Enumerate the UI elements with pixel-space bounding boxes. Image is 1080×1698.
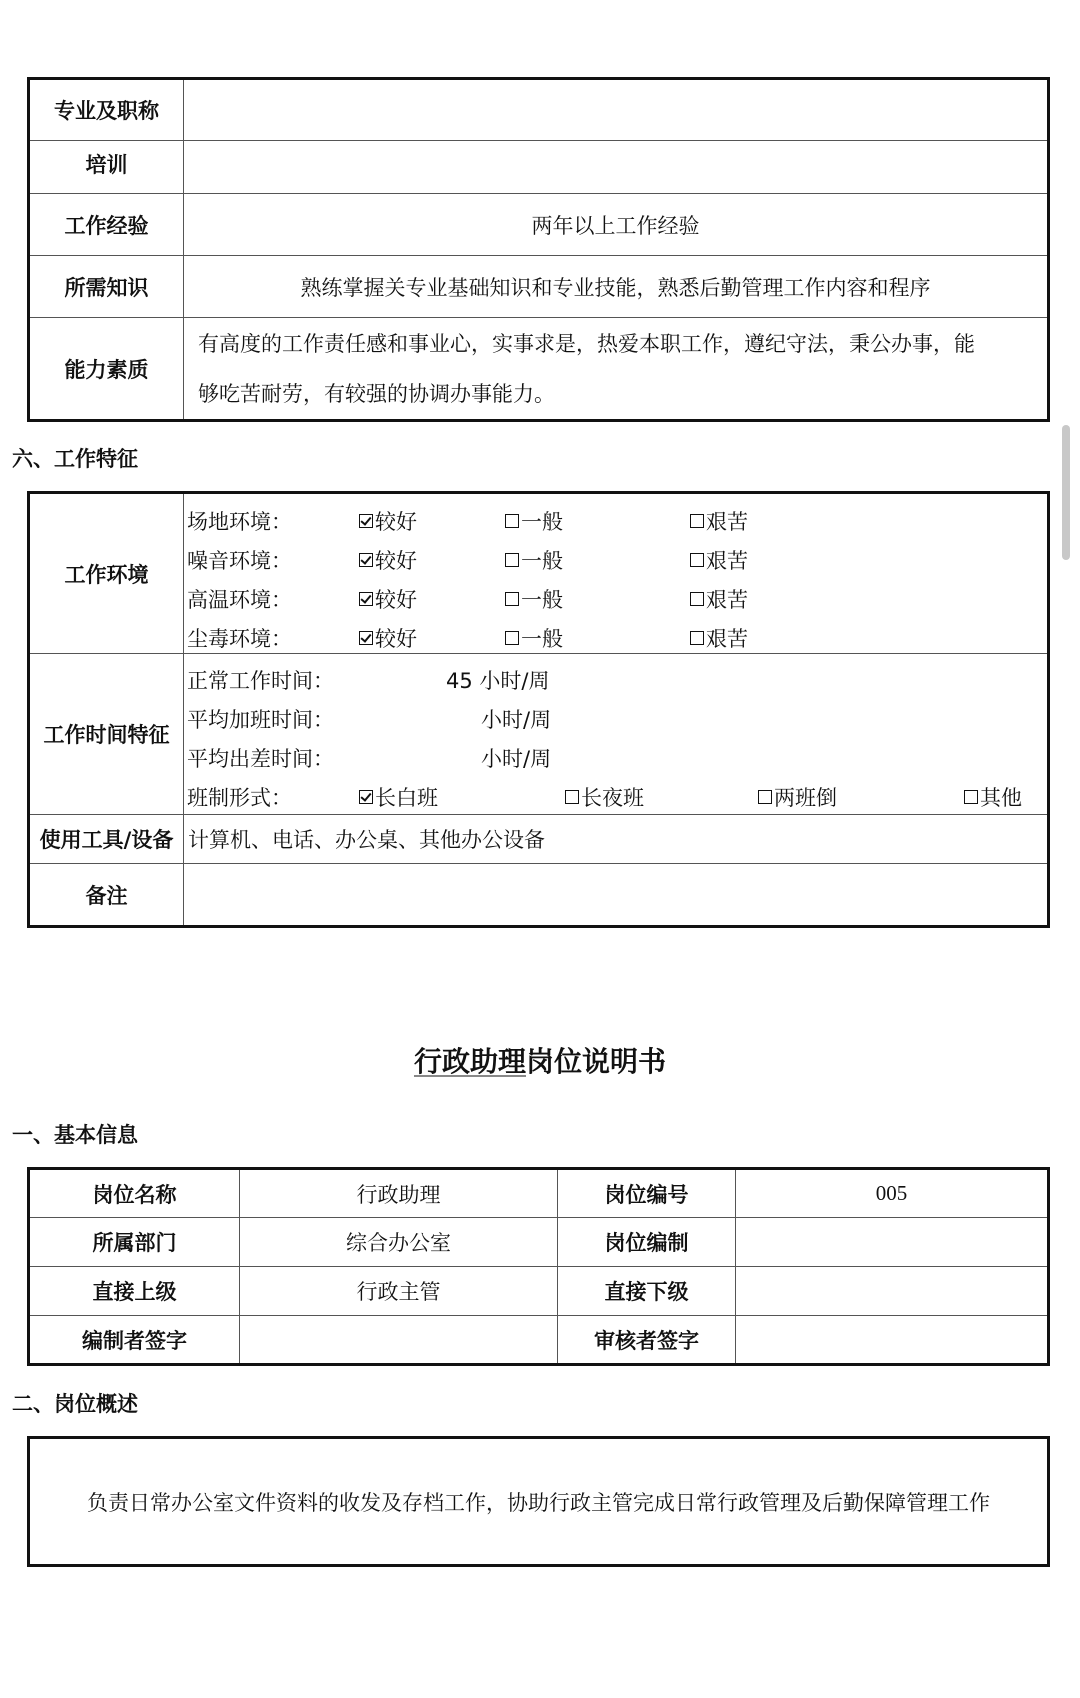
value-knowledge: 熟练掌握关专业基础知识和专业技能，熟悉后勤管理工作内容和程序 [184, 256, 1049, 318]
env-name-dust: 尘毒环境： [187, 627, 292, 651]
label-experience: 工作经验 [29, 194, 184, 256]
option-label: 较好 [375, 549, 417, 573]
value-training [184, 141, 1049, 194]
label-tools: 使用工具/设备 [29, 815, 184, 864]
label-major-title: 专业及职称 [29, 79, 184, 141]
checkbox-icon [690, 592, 704, 606]
value-position-name: 行政助理 [240, 1169, 558, 1218]
scrollbar-thumb[interactable] [1062, 425, 1070, 560]
label-reviewer-signature: 审核者签字 [558, 1316, 736, 1365]
value-ability [184, 318, 1049, 421]
env-name-heat: 高温环境： [187, 588, 292, 612]
option-label: 长白班 [375, 786, 438, 810]
option-label: 艰苦 [706, 588, 748, 612]
option-label: 一般 [521, 588, 563, 612]
env-dust-good[interactable] [359, 623, 417, 653]
env-options-cell [184, 493, 1049, 654]
env-heat-good[interactable] [359, 584, 417, 614]
label-position-number: 岗位编号 [558, 1169, 736, 1218]
section1-title: 一、基本信息 [12, 1123, 138, 1147]
option-label: 艰苦 [706, 510, 748, 534]
env-site-hard[interactable] [690, 506, 748, 536]
document-title [0, 1040, 1080, 1080]
option-label: 较好 [375, 588, 417, 612]
env-heat-normal[interactable] [505, 584, 563, 614]
value-reviewer-signature [736, 1316, 1049, 1365]
section6-title: 六、工作特征 [12, 447, 138, 471]
env-heat-hard[interactable] [690, 584, 748, 614]
env-dust-normal[interactable] [505, 623, 563, 653]
ability-line-1: 有高度的工作责任感和事业心，实事求是，热爱本职工作，遵纪守法，秉公办事，能 [198, 331, 975, 356]
checkbox-icon [964, 790, 978, 804]
normal-time-value: 45 小时/周 [446, 669, 550, 693]
shift-option-day[interactable] [359, 782, 438, 812]
label-direct-superior: 直接上级 [29, 1267, 240, 1316]
position-summary-table [27, 1436, 1050, 1567]
checkbox-checked-icon [359, 592, 373, 606]
checkbox-checked-icon [359, 790, 373, 804]
value-remark [184, 864, 1049, 927]
option-label: 一般 [521, 510, 563, 534]
travel-time-value: 小时/周 [481, 747, 552, 771]
option-label: 其他 [980, 786, 1022, 810]
label-remark: 备注 [29, 864, 184, 927]
ability-line-2: 够吃苦耐劳，有较强的协调办事能力。 [198, 381, 555, 406]
label-knowledge: 所需知识 [29, 256, 184, 318]
shift-option-night[interactable] [565, 782, 644, 812]
checkbox-checked-icon [359, 553, 373, 567]
value-direct-superior: 行政主管 [240, 1267, 558, 1316]
checkbox-icon [505, 631, 519, 645]
option-label: 较好 [375, 510, 417, 534]
value-position-summary: 负责日常办公室文件资料的收发及存档工作，协助行政主管完成日常行政管理及后勤保障管理工作 [29, 1438, 1049, 1566]
checkbox-icon [690, 514, 704, 528]
overtime-value: 小时/周 [481, 708, 552, 732]
value-experience: 两年以上工作经验 [184, 194, 1049, 256]
document-title-part2: 岗位说明书 [526, 1045, 667, 1078]
shift-option-other[interactable] [964, 782, 1022, 812]
checkbox-icon [565, 790, 579, 804]
document-title-part1: 行政助理 [413, 1045, 526, 1078]
value-headcount [736, 1218, 1049, 1267]
label-work-environment: 工作环境 [29, 493, 184, 654]
label-work-time: 工作时间特征 [29, 654, 184, 815]
env-noise-hard[interactable] [690, 545, 748, 575]
label-author-signature: 编制者签字 [29, 1316, 240, 1365]
value-department: 综合办公室 [240, 1218, 558, 1267]
env-site-normal[interactable] [505, 506, 563, 536]
checkbox-icon [690, 631, 704, 645]
option-label: 一般 [521, 627, 563, 651]
work-time-cell [184, 654, 1049, 815]
qualification-table [27, 77, 1050, 422]
label-training: 培训 [29, 141, 184, 194]
shift-label: 班制形式： [187, 786, 292, 810]
checkbox-icon [505, 514, 519, 528]
value-direct-subordinate [736, 1267, 1049, 1316]
section2-title: 二、岗位概述 [12, 1392, 138, 1416]
overtime-label: 平均加班时间： [187, 708, 334, 732]
option-label: 两班倒 [774, 786, 837, 810]
option-label: 较好 [375, 627, 417, 651]
value-position-number: 005 [736, 1169, 1049, 1218]
label-ability: 能力素质 [29, 318, 184, 421]
label-department: 所属部门 [29, 1218, 240, 1267]
env-dust-hard[interactable] [690, 623, 748, 653]
env-name-noise: 噪音环境： [187, 549, 292, 573]
label-position-name: 岗位名称 [29, 1169, 240, 1218]
option-label: 一般 [521, 549, 563, 573]
checkbox-icon [690, 553, 704, 567]
travel-time-label: 平均出差时间： [187, 747, 334, 771]
basic-info-table [27, 1167, 1050, 1366]
option-label: 艰苦 [706, 627, 748, 651]
env-site-good[interactable] [359, 506, 417, 536]
checkbox-icon [505, 553, 519, 567]
env-noise-good[interactable] [359, 545, 417, 575]
env-name-site: 场地环境： [187, 510, 292, 534]
checkbox-icon [758, 790, 772, 804]
normal-time-label: 正常工作时间： [187, 669, 334, 693]
label-direct-subordinate: 直接下级 [558, 1267, 736, 1316]
label-headcount: 岗位编制 [558, 1218, 736, 1267]
option-label: 艰苦 [706, 549, 748, 573]
work-characteristics-table [27, 491, 1050, 928]
checkbox-checked-icon [359, 514, 373, 528]
value-tools: 计算机、电话、办公桌、其他办公设备 [184, 815, 1049, 864]
checkbox-checked-icon [359, 631, 373, 645]
option-label: 长夜班 [581, 786, 644, 810]
checkbox-icon [505, 592, 519, 606]
value-author-signature [240, 1316, 558, 1365]
shift-option-two-shift[interactable] [758, 782, 837, 812]
value-major-title [184, 79, 1049, 141]
env-noise-normal[interactable] [505, 545, 563, 575]
